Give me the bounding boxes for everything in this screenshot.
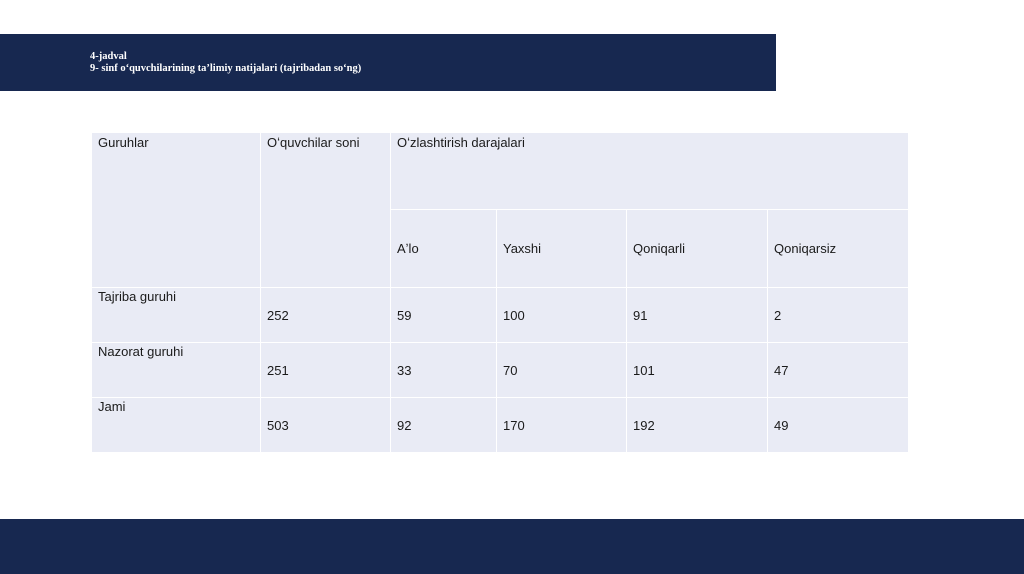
header-levels: Oʻzlashtirish darajalari [391, 133, 909, 210]
qoniqarli-cell: 101 [627, 343, 768, 398]
header-alo: Aʼlo [391, 210, 497, 288]
qoniqarsiz-cell: 2 [768, 288, 909, 343]
qoniqarli-cell: 91 [627, 288, 768, 343]
table-caption: 9- sinf oʻquvchilarining taʼlimiy natijalari (tajribadan soʻng) [90, 63, 362, 74]
header-students: Oʻquvchilar soni [261, 133, 391, 288]
table-number: 4-jadval [90, 51, 127, 62]
title-banner [0, 34, 776, 91]
alo-cell: 92 [391, 398, 497, 453]
qoniqarsiz-cell: 49 [768, 398, 909, 453]
group-cell: Tajriba guruhi [92, 288, 261, 343]
group-cell: Nazorat guruhi [92, 343, 261, 398]
header-qoniqarli: Qoniqarli [627, 210, 768, 288]
table-row [92, 343, 909, 398]
qoniqarli-cell: 192 [627, 398, 768, 453]
slide-title [90, 51, 361, 75]
group-cell: Jami [92, 398, 261, 453]
results-table [91, 132, 909, 453]
alo-cell: 59 [391, 288, 497, 343]
students-cell: 503 [261, 398, 391, 453]
alo-cell: 33 [391, 343, 497, 398]
yaxshi-cell: 100 [497, 288, 627, 343]
table-row [92, 288, 909, 343]
footer-banner [0, 519, 1024, 574]
header-qoniqarsiz: Qoniqarsiz [768, 210, 909, 288]
yaxshi-cell: 170 [497, 398, 627, 453]
students-cell: 252 [261, 288, 391, 343]
yaxshi-cell: 70 [497, 343, 627, 398]
qoniqarsiz-cell: 47 [768, 343, 909, 398]
header-row [92, 133, 909, 210]
table-row [92, 398, 909, 453]
header-yaxshi: Yaxshi [497, 210, 627, 288]
students-cell: 251 [261, 343, 391, 398]
header-groups: Guruhlar [92, 133, 261, 288]
